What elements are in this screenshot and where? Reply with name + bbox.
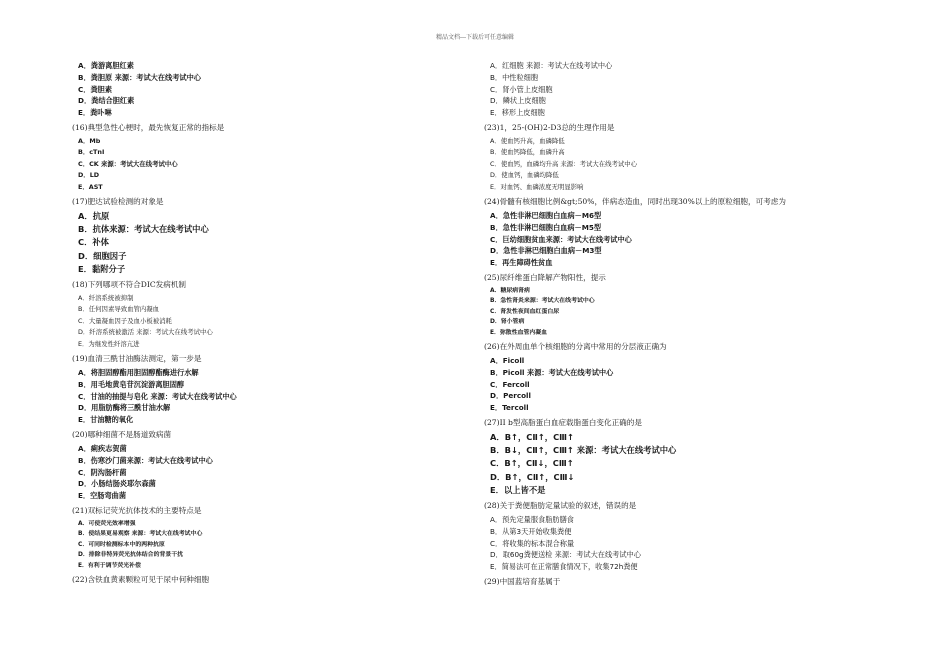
answer-option: E．简易法可在正常膳食情况下，收集72h粪便	[490, 562, 638, 572]
answer-option: A．Ficoll	[490, 356, 525, 366]
answer-option: D．纤溶系统被激活 来源：考试大在线考试中心	[78, 328, 213, 337]
answer-option: C．Fercoll	[490, 379, 530, 389]
option-list	[72, 519, 462, 571]
answer-option: E．黏附分子	[78, 263, 126, 274]
answer-option: E．对血钙、血磷浓度无明显影响	[490, 182, 584, 191]
answer-option: C．阴沟肠杆菌	[78, 467, 127, 477]
answer-option: E．有利于调节荧光补偿	[78, 562, 141, 569]
question-text: (16)典型急性心梗时，最先恢复正常的指标是	[72, 122, 225, 132]
option-list	[72, 443, 462, 502]
answer-option: C．使血钙，血磷均升高 来源：考试大在线考试中心	[490, 159, 638, 168]
right-column	[484, 60, 884, 590]
answer-option: D．鳞状上皮细胞	[490, 96, 546, 106]
question-block	[484, 60, 884, 119]
answer-option: E．AST	[78, 182, 103, 191]
answer-option: A．将胆固醇酯用胆固醇酯酶进行水解	[78, 368, 199, 378]
answer-option: C．甘油的抽提与皂化 来源：考试大在线考试中心	[78, 391, 237, 401]
answer-option: D．细胞因子	[78, 250, 127, 261]
answer-option: B．伤寒沙门菌来源：考试大在线考试中心	[78, 455, 213, 465]
answer-option: A．抗原	[78, 211, 110, 222]
answer-option: D．取60g粪便送检 来源：考试大在线考试中心	[490, 550, 641, 560]
question-block	[72, 505, 462, 571]
answer-option: B．粪胆原 来源：考试大在线考试中心	[78, 72, 201, 82]
answer-option: A．使血钙升高，血磷降低	[490, 136, 565, 145]
option-list	[484, 60, 884, 119]
answer-option: E．粪卟啉	[78, 108, 112, 118]
answer-option: C．CK 来源：考试大在线考试中心	[78, 159, 178, 168]
answer-option: B．B↓，CⅡ↑，CⅢ↑ 来源：考试大在线考试中心	[490, 445, 677, 456]
answer-option: C．巨幼细胞贫血来源：考试大在线考试中心	[490, 234, 632, 244]
answer-option: D．肾小管病	[490, 319, 525, 326]
question-text: (26)在外周血单个核细胞的分离中常用的分层液正确为	[484, 342, 667, 352]
answer-option: D．用脂肪酶将三酰甘油水解	[78, 403, 171, 413]
answer-option: C．大量凝血因子及血小板被消耗	[78, 316, 172, 325]
question-text: (27)II b型高脂蛋白血症载脂蛋白变化正确的是	[484, 418, 642, 428]
answer-option: C．粪胆素	[78, 84, 113, 94]
question-text: (18)下列哪项不符合DIC发病机制	[72, 280, 187, 290]
answer-option: A．痢疾志贺菌	[78, 444, 127, 454]
question-block	[72, 574, 462, 585]
answer-option: D．粪结合胆红素	[78, 96, 135, 106]
question-block	[484, 196, 884, 269]
answer-option: B．抗体来源：考试大在线考试中心	[78, 224, 209, 235]
option-list	[484, 514, 884, 573]
option-list	[72, 60, 462, 119]
question-text: (24)骨髓有核细胞比例&gt;50%，伴病态造血，同时出现30%以上的原粒细胞，可考虑为	[484, 197, 786, 207]
option-list	[484, 355, 884, 414]
option-list	[484, 136, 884, 193]
answer-option: E．Tercoll	[490, 403, 529, 413]
answer-option: D．排除非特异荧光抗体结合的背景干扰	[78, 552, 184, 559]
answer-option: A．粪游离胆红素	[78, 61, 134, 70]
question-text: (28)关于粪便脂肪定量试验的叙述，错误的是	[484, 501, 637, 511]
answer-option: E．弥散性血管内凝血	[490, 329, 548, 336]
answer-option: D．急性非淋巴细胞白血病－M3型	[490, 246, 602, 256]
answer-option: E．移形上皮细胞	[490, 108, 545, 118]
question-text: (20)哪种细菌不是肠道致病菌	[72, 430, 172, 440]
answer-option: A．可使荧光效率增强	[78, 521, 136, 528]
answer-option: B．使血钙降低，血磷升高	[490, 148, 565, 157]
question-text: (25)尿纤维蛋白降解产物阳性，提示	[484, 273, 606, 282]
option-list	[72, 210, 462, 276]
answer-option: C．B↑，CⅡ↓，CⅢ↑	[490, 458, 574, 469]
question-block	[72, 353, 462, 426]
answer-option: B．使结果更易观察 来源：考试大在线考试中心	[78, 531, 203, 538]
answer-option: E．以上皆不是	[490, 484, 546, 495]
answer-option: B．Picoll 来源：考试大在线考试中心	[490, 367, 614, 377]
answer-option: E．再生障碍性贫血	[490, 258, 553, 268]
question-block	[72, 196, 462, 276]
question-text: (22)含铁血黄素颗粒可见于尿中何种细胞	[72, 575, 210, 585]
answer-option: B．从第3天开始收集粪便	[490, 526, 572, 536]
question-block	[484, 576, 884, 587]
answer-option: D．小肠结肠炎耶尔森菌	[78, 479, 156, 489]
question-text: (19)血清三酰甘油酶法测定，第一步是	[72, 354, 202, 364]
answer-option: B．用毛地黄皂苷沉淀游离胆固醇	[78, 379, 185, 389]
option-list	[484, 431, 884, 497]
question-block	[484, 272, 884, 338]
answer-option: A．急性非淋巴细胞白血病－M6型	[490, 211, 602, 221]
question-block	[72, 429, 462, 502]
option-list	[72, 136, 462, 193]
answer-option: D．使血钙，血磷均降低	[490, 171, 559, 180]
question-block	[484, 122, 884, 193]
question-block	[72, 60, 462, 119]
answer-option: D．Percoll	[490, 391, 531, 401]
question-text: (17)肥达试验检测的对象是	[72, 197, 164, 207]
answer-option: E．空肠弯曲菌	[78, 491, 127, 501]
answer-option: A．糖尿病肾病	[490, 288, 530, 294]
answer-option: E．甘油糖的氧化	[78, 415, 134, 425]
answer-option: D．B↑，CⅡ↑，CⅢ↓	[490, 471, 575, 482]
question-block	[484, 341, 884, 414]
answer-option: B．中性粒细胞	[490, 72, 539, 82]
question-block	[72, 122, 462, 193]
answer-option: B．急性肾炎来源：考试大在线考试中心	[490, 298, 595, 305]
answer-option: B．cTnI	[78, 148, 105, 157]
answer-option: C．肾小管上皮细胞	[490, 84, 553, 94]
question-block	[484, 417, 884, 497]
option-list	[72, 367, 462, 426]
left-column	[72, 60, 462, 588]
answer-option: C．将收集的标本混合称量	[490, 538, 575, 548]
answer-option: D．LD	[78, 171, 100, 180]
answer-option: E．为继发性纤溶亢进	[78, 339, 140, 348]
answer-option: B．任何因素导致血管内凝血	[78, 305, 160, 314]
answer-option: C．肾发性夜间血红蛋白尿	[490, 308, 560, 315]
question-block	[72, 279, 462, 350]
answer-option: A．预先定量服食脂肪膳食	[490, 515, 574, 525]
question-text: (23)1，25-(OH)2-D3总的生理作用是	[484, 122, 615, 132]
answer-option: C．补体	[78, 237, 109, 248]
answer-option: C．可同时检测标本中的两种抗原	[78, 541, 165, 548]
option-list	[484, 210, 884, 269]
question-text: (21)双标记荧光抗体技术的主要特点是	[72, 506, 202, 516]
answer-option: A．B↑，CⅡ↑，CⅢ↑	[490, 432, 574, 443]
answer-option: A．纤溶系统被抑制	[78, 294, 134, 303]
option-list	[72, 293, 462, 350]
answer-option: B．急性非淋巴细胞白血病－M5型	[490, 222, 602, 232]
question-block	[484, 500, 884, 573]
option-list	[484, 286, 884, 338]
answer-option: A．Mb	[78, 136, 101, 145]
question-text: (29)中国蓝培育基属于	[484, 577, 561, 587]
page-header: 精品文档---下载后可任意编辑	[435, 34, 515, 41]
answer-option: A．红细胞 来源：考试大在线考试中心	[490, 61, 613, 70]
